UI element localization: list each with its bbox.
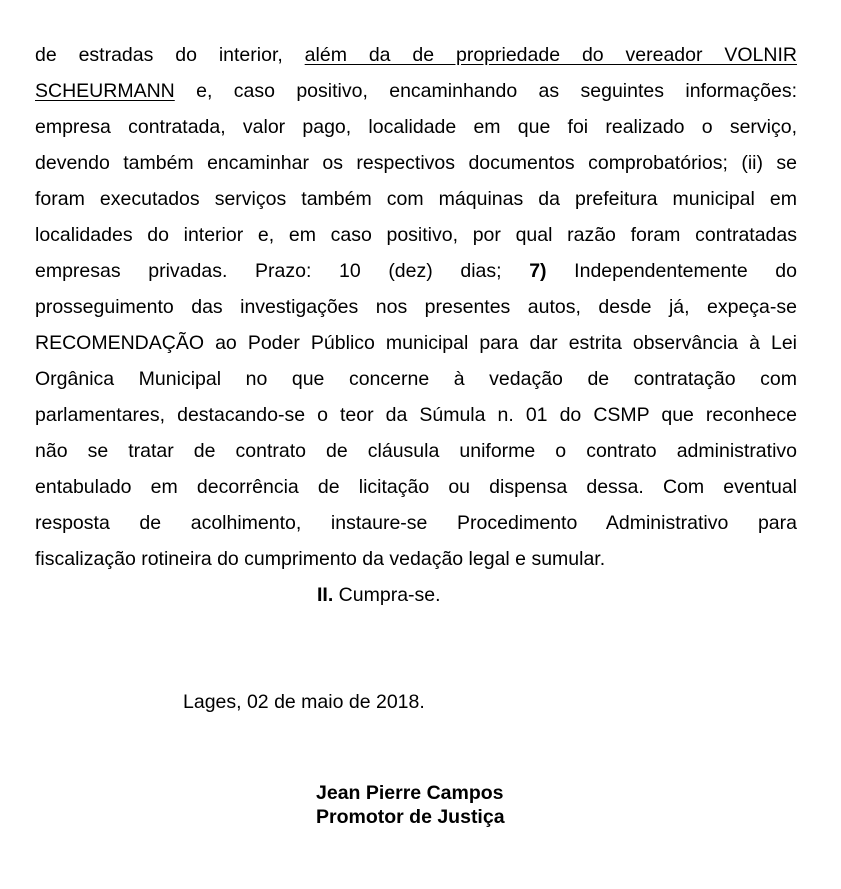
paragraph-line: localidades do interior e, em caso positivo, por qual razão foram contratadas [35, 224, 797, 246]
paragraph-line: RECOMENDAÇÃO ao Poder Público municipal para dar estrita observância à Lei [35, 332, 797, 354]
paragraph-line: fiscalização rotineira do cumprimento da vedação legal e sumular. [35, 548, 606, 570]
underlined-text: além da de propriedade do vereador VOLNIR [304, 44, 797, 66]
paragraph-line: parlamentares, destacando-se o teor da Súmula n. 01 do CSMP que reconhece [35, 404, 797, 426]
section-text: Cumpra-se. [333, 584, 441, 606]
signature-title: Promotor de Justiça [316, 806, 505, 828]
paragraph-line: prosseguimento das investigações nos presentes autos, desde já, expeça-se [35, 296, 797, 318]
paragraph-line [35, 44, 797, 66]
underlined-text: SCHEURMANN [35, 80, 175, 102]
paragraph-line [35, 260, 797, 282]
paragraph-line: empresa contratada, valor pago, localidade em que foi realizado o serviço, [35, 116, 797, 138]
paragraph-line: não se tratar de contrato de cláusula uniforme o contrato administrativo [35, 440, 797, 462]
section-heading [317, 584, 441, 606]
place-date: Lages, 02 de maio de 2018. [183, 691, 425, 713]
paragraph-line: devendo também encaminhar os respectivos documentos comprobatórios; (ii) se [35, 152, 797, 174]
text-segment: Independentemente do [546, 260, 797, 282]
text-segment: de estradas do interior, [35, 44, 305, 66]
paragraph-line: resposta de acolhimento, instaure-se Procedimento Administrativo para [35, 512, 797, 534]
paragraph-line: entabulado em decorrência de licitação ou dispensa dessa. Com eventual [35, 476, 797, 498]
paragraph-line: foram executados serviços também com máquinas da prefeitura municipal em [35, 188, 797, 210]
paragraph-line [35, 80, 797, 102]
signature-name: Jean Pierre Campos [316, 782, 504, 804]
text-segment: e, caso positivo, encaminhando as seguintes informações: [174, 80, 797, 102]
section-number: II. [317, 584, 334, 606]
text-segment: empresas privadas. Prazo: 10 (dez) dias; [35, 260, 530, 282]
item-number: 7) [529, 260, 547, 282]
paragraph-line: Orgânica Municipal no que concerne à vedação de contratação com [35, 368, 797, 390]
